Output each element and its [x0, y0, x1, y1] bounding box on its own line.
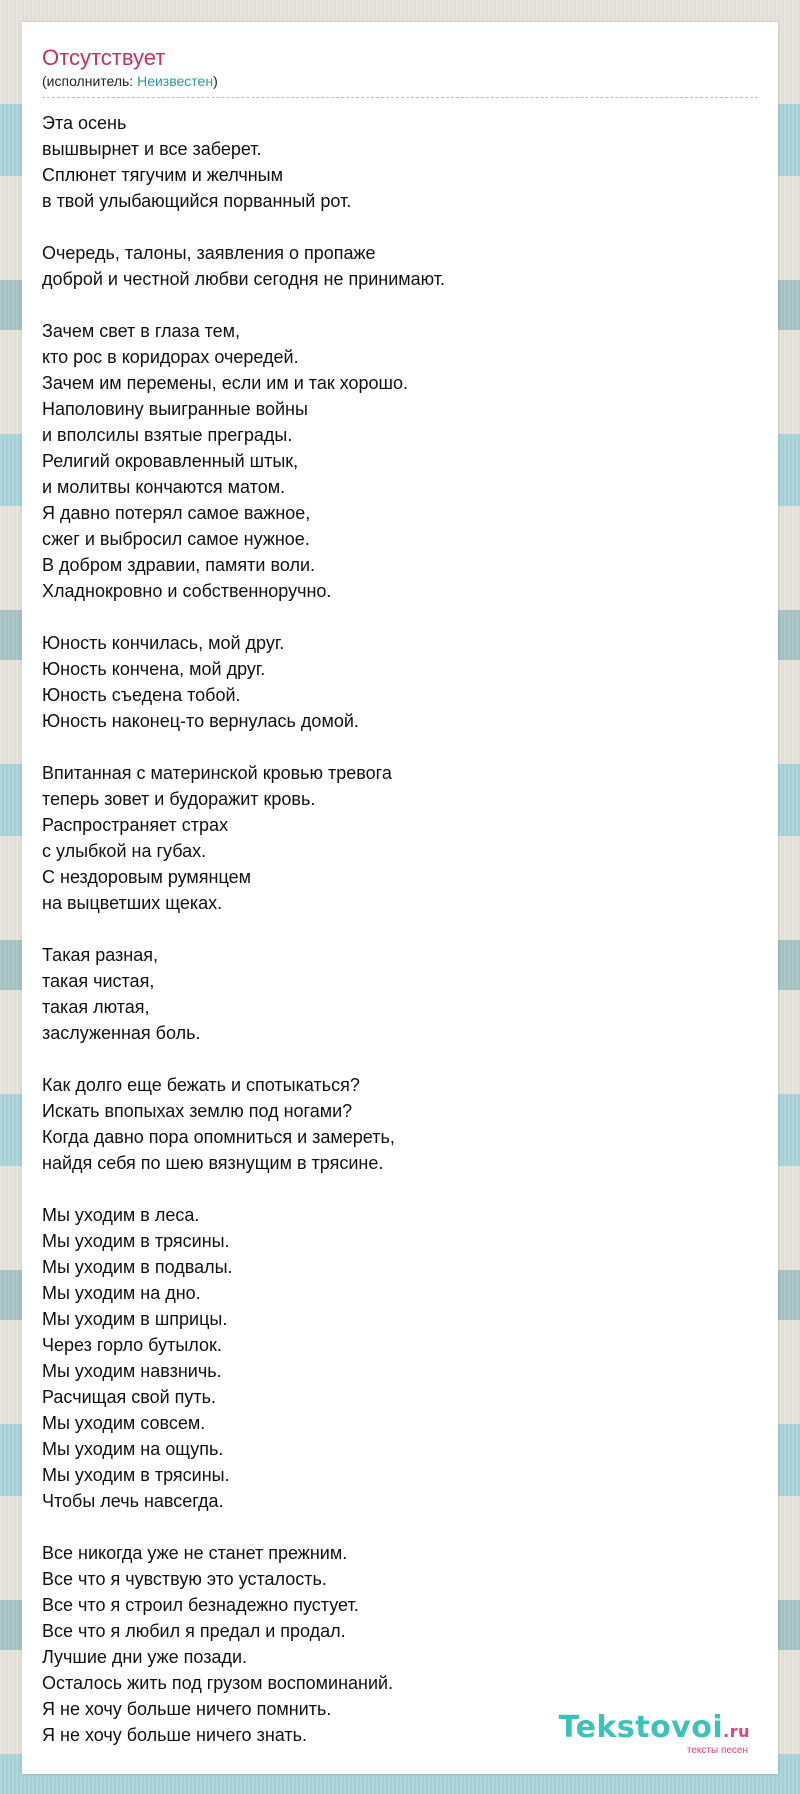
- lyrics-stanza: [42, 240, 758, 292]
- lyrics-line: Впитанная с материнской кровью тревога: [42, 763, 392, 783]
- lyrics-stanza: [42, 110, 758, 214]
- lyrics-line: Распространяет страх: [42, 815, 229, 835]
- lyrics-line: Все что я чувствую это усталость.: [42, 1569, 327, 1589]
- lyrics-line: такая лютая,: [42, 997, 150, 1017]
- lyrics-line: Такая разная,: [42, 945, 158, 965]
- lyrics-line: Мы уходим в шприцы.: [42, 1309, 228, 1329]
- lyrics-line: с улыбкой на губах.: [42, 841, 207, 861]
- performer-suffix: ): [213, 73, 218, 89]
- lyrics-line: вышвырнет и все заберет.: [42, 139, 262, 159]
- lyrics-line: Все что я любил я предал и продал.: [42, 1621, 346, 1641]
- lyrics-line: доброй и честной любви сегодня не принимают.: [42, 269, 446, 289]
- lyrics-line: Мы уходим навзничь.: [42, 1361, 222, 1381]
- lyrics-line: Юность наконец-то вернулась домой.: [42, 711, 359, 731]
- lyrics-line: кто рос в коридорах очередей.: [42, 347, 299, 367]
- lyrics-line: Мы уходим в подвалы.: [42, 1257, 233, 1277]
- performer-line: [42, 72, 758, 98]
- lyrics-line: Очередь, талоны, заявления о пропаже: [42, 243, 376, 263]
- lyrics-line: Через горло бутылок.: [42, 1335, 222, 1355]
- lyrics-line: Как долго еще бежать и спотыкаться?: [42, 1075, 360, 1095]
- lyrics-line: найдя себя по шею вязнущим в трясине.: [42, 1153, 384, 1173]
- lyrics-line: Мы уходим на ощупь.: [42, 1439, 224, 1459]
- lyrics-card: [22, 22, 778, 1774]
- lyrics-line: Сплюнет тягучим и желчным: [42, 165, 283, 185]
- logo-main-text: Tekstovoi: [558, 1710, 724, 1745]
- lyrics-line: Религий окровавленный штык,: [42, 451, 299, 471]
- lyrics-line: Хладнокровно и собственноручно.: [42, 581, 332, 601]
- lyrics-line: в твой улыбающийся порванный рот.: [42, 191, 352, 211]
- lyrics-line: Мы уходим в леса.: [42, 1205, 200, 1225]
- lyrics-stanza: [42, 942, 758, 1046]
- lyrics-line: С нездоровым румянцем: [42, 867, 251, 887]
- lyrics-line: Юность съедена тобой.: [42, 685, 241, 705]
- lyrics-line: Мы уходим в трясины.: [42, 1231, 230, 1251]
- song-title: Отсутствует: [42, 45, 166, 70]
- logo-wordmark: [559, 1712, 750, 1748]
- logo-subtitle: тексты песен: [686, 1745, 748, 1756]
- lyrics-line: Лучшие дни уже позади.: [42, 1647, 248, 1667]
- lyrics-text: [42, 110, 758, 1748]
- lyrics-line: Эта осень: [42, 113, 127, 133]
- lyrics-line: Я давно потерял самое важное,: [42, 503, 311, 523]
- lyrics-line: Мы уходим на дно.: [42, 1283, 201, 1303]
- performer-prefix: (исполнитель:: [42, 73, 138, 89]
- lyrics-line: Мы уходим совсем.: [42, 1413, 206, 1433]
- lyrics-stanza: [42, 760, 758, 916]
- lyrics-line: Все что я строил безнадежно пустует.: [42, 1595, 359, 1615]
- lyrics-line: Я не хочу больше ничего знать.: [42, 1725, 307, 1745]
- lyrics-line: Я не хочу больше ничего помнить.: [42, 1699, 332, 1719]
- lyrics-line: такая чистая,: [42, 971, 155, 991]
- lyrics-line: и вполсилы взятые преграды.: [42, 425, 293, 445]
- lyrics-line: Искать впопыхах землю под ногами?: [42, 1101, 353, 1121]
- lyrics-line: Когда давно пора опомниться и замереть,: [42, 1127, 395, 1147]
- lyrics-line: Чтобы лечь навсегда.: [42, 1491, 224, 1511]
- site-logo[interactable]: [559, 1712, 750, 1756]
- lyrics-line: и молитвы кончаются матом.: [42, 477, 286, 497]
- lyrics-stanza: [42, 630, 758, 734]
- lyrics-line: Осталось жить под грузом воспоминаний.: [42, 1673, 394, 1693]
- lyrics-line: Юность кончена, мой друг.: [42, 659, 266, 679]
- lyrics-line: заслуженная боль.: [42, 1023, 201, 1043]
- lyrics-line: Наполовину выигранные войны: [42, 399, 308, 419]
- lyrics-line: сжег и выбросил самое нужное.: [42, 529, 310, 549]
- lyrics-line: Мы уходим в трясины.: [42, 1465, 230, 1485]
- logo-tld: .ru: [723, 1722, 750, 1741]
- lyrics-line: Зачем свет в глаза тем,: [42, 321, 241, 341]
- performer-link[interactable]: Неизвестен: [137, 73, 214, 89]
- lyrics-line: Зачем им перемены, если им и так хорошо.: [42, 373, 408, 393]
- lyrics-line: Расчищая свой путь.: [42, 1387, 217, 1407]
- lyrics-line: Юность кончилась, мой друг.: [42, 633, 285, 653]
- lyrics-line: теперь зовет и будоражит кровь.: [42, 789, 316, 809]
- lyrics-line: В добром здравии, памяти воли.: [42, 555, 315, 575]
- lyrics-line: на выцветших щеках.: [42, 893, 223, 913]
- lyrics-line: Все никогда уже не станет прежним.: [42, 1543, 348, 1563]
- lyrics-stanza: [42, 1202, 758, 1514]
- lyrics-stanza: [42, 1072, 758, 1176]
- lyrics-stanza: [42, 318, 758, 604]
